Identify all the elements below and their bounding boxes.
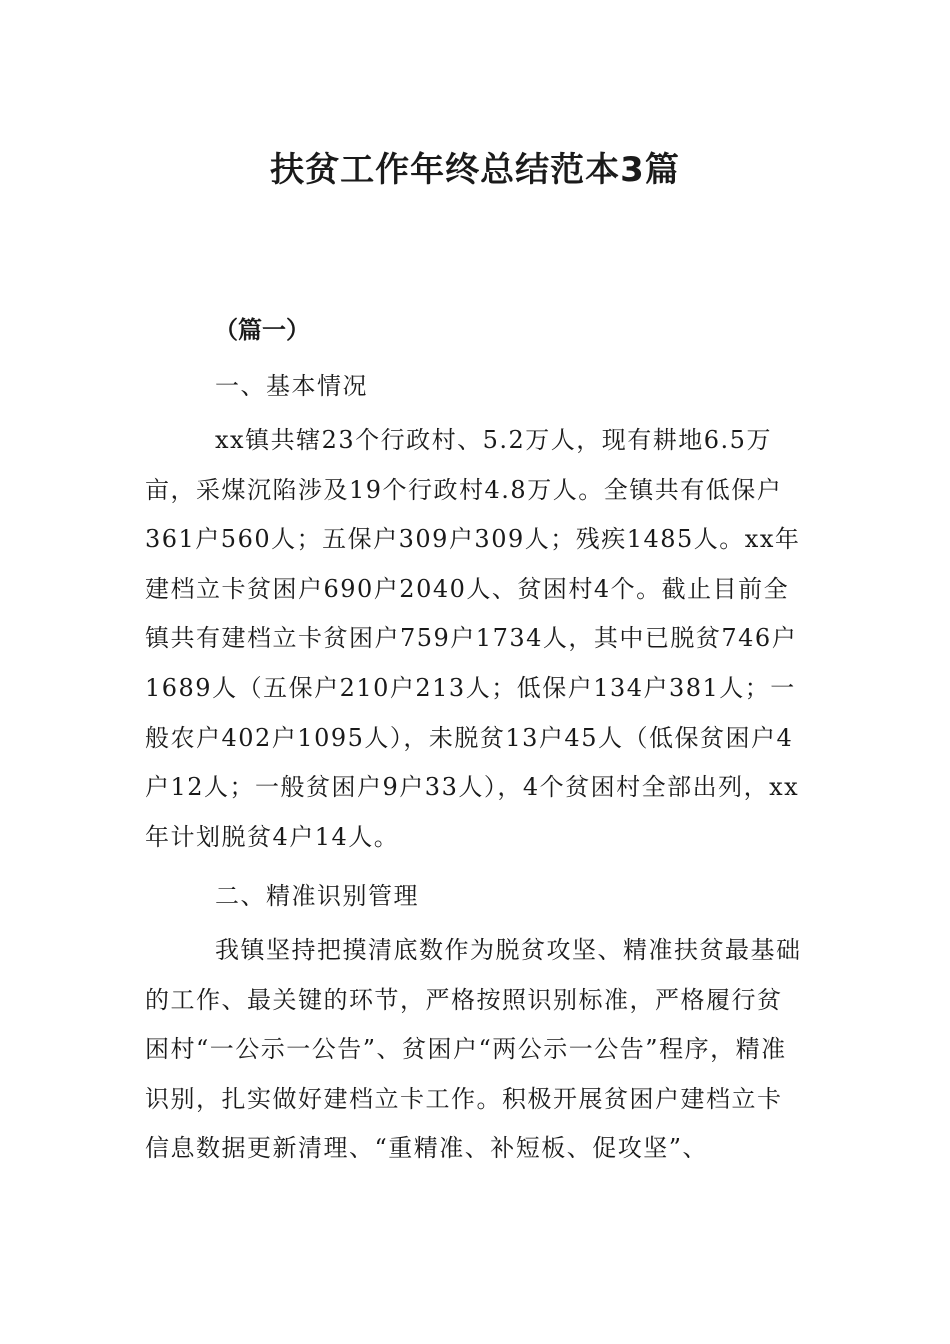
section-paragraph-precise-identification: 我镇坚持把摸清底数作为脱贫攻坚、精准扶贫最基础的工作、最关键的环节，严格按照识别标准，严格履行贫困村“一公示一公告”、贫困户“两公示一公告”程序，精准识别，扎实做好建档立卡工作。积极开展贫困户建档立卡信息数据更新清理、“重精准、补短板、促攻坚”、 bbox=[145, 936, 802, 1163]
document-title: 扶贫工作年终总结范本3篇 bbox=[270, 150, 680, 190]
section-heading-basic-situation: 一、基本情况 bbox=[215, 372, 368, 400]
section-heading-precise-identification: 二、精准识别管理 bbox=[215, 882, 419, 910]
document-subtitle: （篇一） bbox=[214, 316, 310, 344]
section-paragraph-basic-situation: xx镇共辖23个行政村、5.2万人，现有耕地6.5万亩，采煤沉陷涉及19个行政村4.8万人。全镇共有低保户361户560人；五保户309户309人；残疾1485人。xx年建档立卡贫困户690户2040人、贫困村4个。截止目前全镇共有建档立卡贫困户759户1734人，其中已脱贫746户1689人（五保户210户213人；低保户134户381人；一般农户402户1095人），未脱贫13户45人（低保贫困户4户12人；一般贫困户9户33人），4个贫困村全部出列，xx年计划脱贫4户14人。 bbox=[145, 426, 801, 851]
